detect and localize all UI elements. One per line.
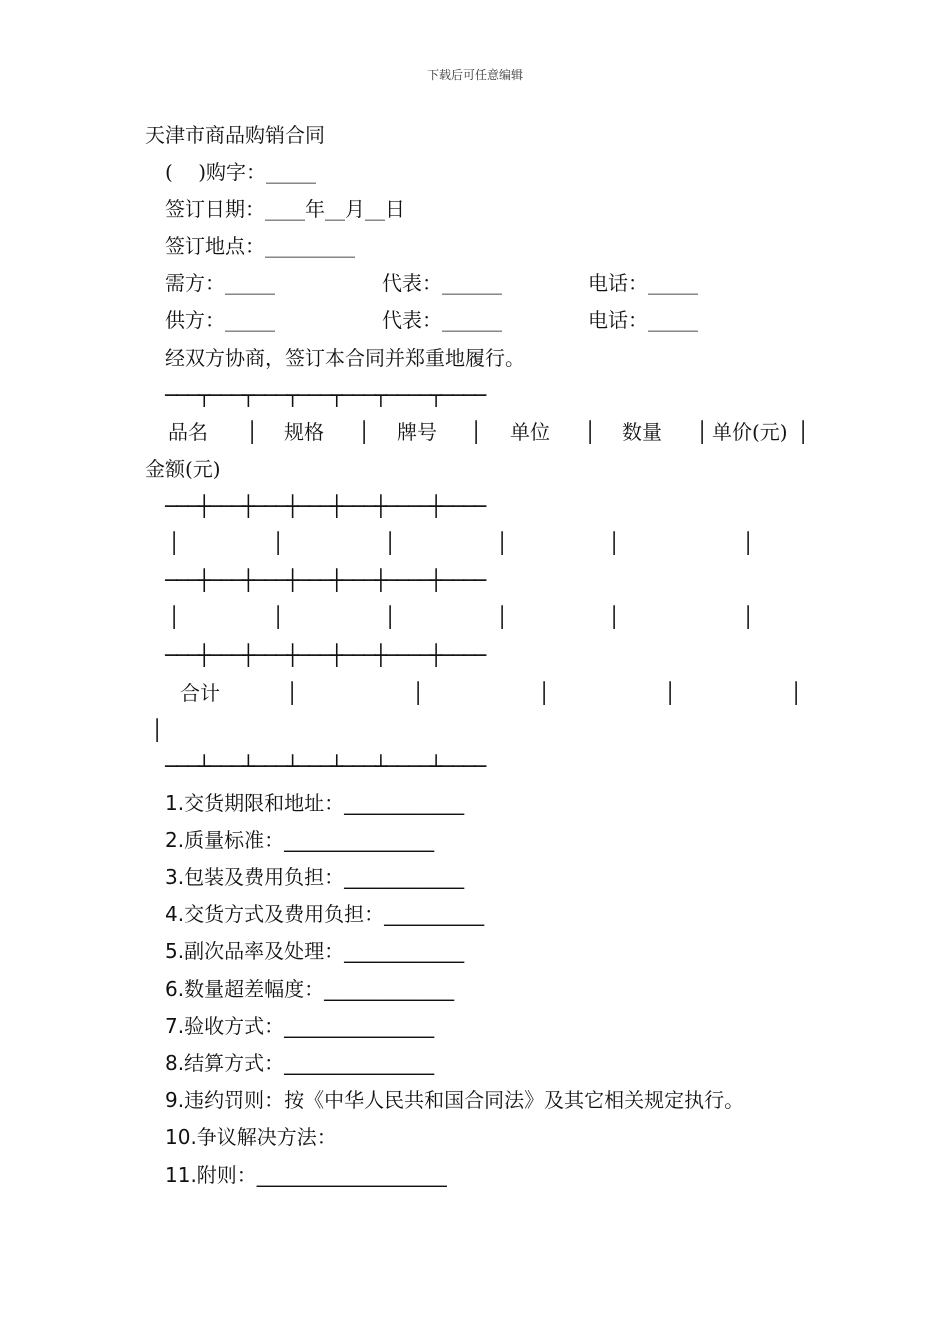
table-divider: │: [608, 605, 621, 629]
intro-text: 经双方协商，签订本合同并郑重地履行。: [165, 346, 525, 370]
clause-10: 10.争议解决方法：: [165, 1125, 337, 1149]
table-total-label: 合计: [180, 681, 220, 705]
table-mid-border: ───┼───┼───┼───┼───┼────┼────: [165, 568, 486, 592]
clause-6: 6.数量超差幅度：_____________: [165, 977, 455, 1001]
table-divider: │: [742, 605, 755, 629]
table-divider: │: [538, 681, 551, 705]
table-header-brand: 牌号: [397, 420, 437, 444]
table-divider: │: [496, 605, 509, 629]
contract-number: ( )购字：_____: [165, 160, 317, 184]
table-divider: │: [664, 681, 677, 705]
clause-7: 7.验收方式：_______________: [165, 1014, 435, 1038]
table-divider: │: [272, 531, 285, 555]
table-header-unit: 单位: [510, 420, 550, 444]
table-header-spec: 规格: [284, 420, 324, 444]
table-divider: │: [496, 531, 509, 555]
clause-8: 8.结算方式：_______________: [165, 1051, 435, 1075]
table-divider: │: [696, 420, 709, 444]
table-bottom-border: ───┴───┴───┴───┴───┴────┴────: [165, 754, 486, 778]
clause-9: 9.违约罚则：按《中华人民共和国合同法》及其它相关规定执行。: [165, 1088, 745, 1112]
clause-3: 3.包装及费用负担：____________: [165, 865, 465, 889]
table-mid-border: ───┼───┼───┼───┼───┼────┼────: [165, 643, 486, 667]
table-row: │: [168, 605, 181, 629]
table-divider: │: [384, 605, 397, 629]
sign-date: 签订日期：____年__月__日: [165, 197, 405, 221]
seller-rep: 代表：______: [382, 308, 502, 332]
table-divider: │: [790, 681, 803, 705]
sign-place: 签订地点：_________: [165, 234, 355, 258]
table-mid-border: ───┼───┼───┼───┼───┼────┼────: [165, 494, 486, 518]
table-header-quantity: 数量: [622, 420, 662, 444]
clause-11: 11.附则：___________________: [165, 1163, 447, 1187]
table-divider: │: [272, 605, 285, 629]
table-divider: │: [797, 420, 810, 444]
clause-4: 4.交货方式及费用负担：__________: [165, 902, 485, 926]
table-divider: │: [608, 531, 621, 555]
seller-label: 供方：_____: [165, 308, 275, 332]
buyer-rep: 代表：______: [382, 271, 502, 295]
table-divider: │: [470, 420, 483, 444]
header-note: 下载后可任意编辑: [426, 68, 523, 82]
table-header-unit-price: 单价(元): [712, 420, 788, 444]
table-top-border: ───┬───┬───┬───┬───┬────┬────: [165, 383, 486, 407]
buyer-label: 需方：_____: [165, 271, 275, 295]
seller-phone: 电话：_____: [588, 308, 698, 332]
table-divider: │: [412, 681, 425, 705]
table-divider: │: [384, 531, 397, 555]
table-divider: │: [286, 681, 299, 705]
document-title: 天津市商品购销合同: [145, 123, 325, 147]
clause-5: 5.副次品率及处理：____________: [165, 939, 465, 963]
table-divider: │: [584, 420, 597, 444]
table-header-name: 品名: [168, 420, 208, 444]
table-divider: │: [358, 420, 371, 444]
buyer-phone: 电话：_____: [588, 271, 698, 295]
table-divider: │: [742, 531, 755, 555]
clause-2: 2.质量标准：_______________: [165, 828, 435, 852]
clause-1: 1.交货期限和地址：____________: [165, 791, 465, 815]
table-divider: │: [151, 718, 164, 742]
table-divider: │: [246, 420, 259, 444]
table-header-amount: 金额(元): [145, 457, 221, 481]
table-row: │: [168, 531, 181, 555]
